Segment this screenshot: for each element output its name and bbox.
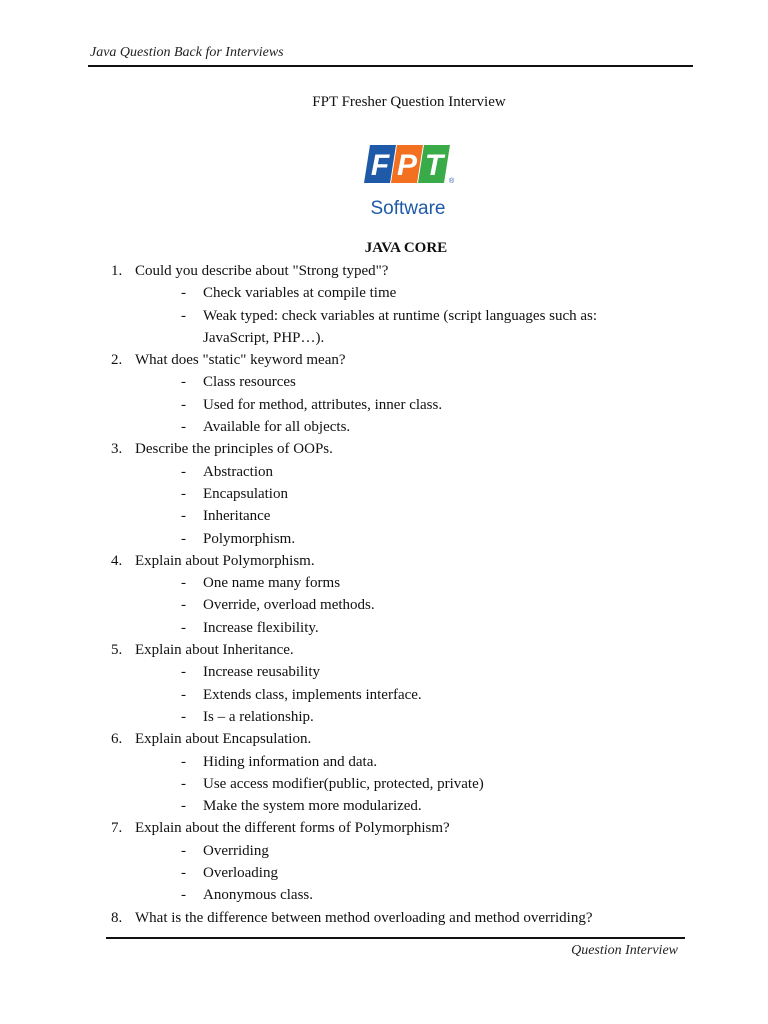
answer-item [0,706,768,728]
answer-text: Inheritance [203,508,271,525]
answer-text: Hiding information and data. [203,753,378,770]
answer-item [0,282,768,304]
answer-item [0,773,768,795]
answer-text: Weak typed: check variables at runtime (script languages such as: JavaScript, PHP…). [203,307,598,346]
question-text: Could you describe about "Strong typed"? [135,263,389,279]
answer-item [0,416,768,438]
registered-mark: ® [449,178,454,185]
question-item [0,550,768,572]
bullet-dash: - [181,708,186,725]
logo-subtitle: Software [370,198,446,219]
question-item [0,817,768,839]
logo-letter-f: F [370,149,390,182]
answer-text: Overloading [203,865,278,882]
question-item [0,349,768,371]
answer-item [0,884,768,906]
answer-text: Available for all objects. [203,419,351,436]
question-number: 4. [111,552,123,569]
bullet-dash: - [181,887,186,904]
section-title: JAVA CORE [364,240,448,256]
question-number: 7. [111,820,123,837]
answer-item [0,394,768,416]
answer-text: Check variables at compile time [203,285,397,302]
header-rule [88,65,693,67]
answer-text: Anonymous class. [203,887,313,904]
question-item [0,907,768,929]
bullet-dash: - [181,664,186,681]
bullet-dash: - [181,463,186,480]
answer-item [0,572,768,594]
question-number: 1. [111,263,123,279]
bullet-dash: - [181,530,186,547]
bullet-dash: - [181,508,186,525]
answer-item [0,840,768,862]
answer-text: Is – a relationship. [203,708,314,725]
question-text: What is the difference between method overloading and method overriding? [135,909,593,926]
answer-text: Make the system more modularized. [203,798,422,815]
bullet-dash: - [181,686,186,703]
question-text: Explain about Encapsulation. [135,731,312,748]
answer-item [0,795,768,817]
bullet-dash: - [181,798,186,815]
logo-letter-t: T [424,149,444,182]
question-number: 3. [111,441,123,458]
answer-text: Override, overload methods. [203,597,375,614]
answer-item [0,305,768,350]
answer-text: Abstraction [203,463,273,480]
question-number: 8. [111,909,123,926]
answer-text: Increase reusability [203,664,321,681]
fpt-logo-graphic [362,143,454,219]
answer-item [0,594,768,616]
answer-item [0,371,768,393]
bullet-dash: - [181,307,186,324]
answer-text: Overriding [203,842,269,859]
answer-text: Polymorphism. [203,530,296,547]
question-text: What does "static" keyword mean? [135,352,346,369]
answer-text: Used for method, attributes, inner class. [203,396,443,413]
question-item [0,639,768,661]
answer-text: Extends class, implements interface. [203,686,422,703]
answer-text: One name many forms [203,575,341,592]
answer-item [0,751,768,773]
fpt-software-logo [362,143,454,219]
running-footer: Question Interview [571,943,678,958]
bullet-dash: - [181,485,186,502]
running-header: Java Question Back for Interviews [90,45,284,60]
bullet-dash: - [181,753,186,770]
answer-text: Use access modifier(public, protected, private) [203,775,484,792]
bullet-dash: - [181,374,186,391]
question-number: 5. [111,642,123,659]
answer-item [0,684,768,706]
answer-item [0,862,768,884]
answer-item [0,617,768,639]
answer-item [0,461,768,483]
question-text: Explain about Inheritance. [135,642,294,659]
question-number: 6. [111,731,123,748]
answer-text: Class resources [203,374,296,391]
answer-item [0,528,768,550]
answer-text: Encapsulation [203,485,288,502]
answer-item [0,483,768,505]
footer-rule [106,937,685,939]
question-list [0,260,768,929]
bullet-dash: - [181,396,186,413]
bullet-dash: - [181,865,186,882]
question-item [0,438,768,460]
bullet-dash: - [181,842,186,859]
bullet-dash: - [181,285,186,302]
bullet-dash: - [181,619,186,636]
answer-text: Increase flexibility. [203,619,319,636]
document-title: FPT Fresher Question Interview [312,94,506,110]
logo-letter-p: P [396,149,418,182]
question-number: 2. [111,352,123,369]
question-text: Explain about Polymorphism. [135,552,315,569]
bullet-dash: - [181,419,186,436]
question-item [0,260,768,282]
answer-item [0,661,768,683]
bullet-dash: - [181,597,186,614]
bullet-dash: - [181,575,186,592]
question-text: Explain about the different forms of Polymorphism? [135,820,450,837]
answer-item [0,505,768,527]
question-text: Describe the principles of OOPs. [135,441,333,458]
question-item [0,728,768,750]
bullet-dash: - [181,775,186,792]
